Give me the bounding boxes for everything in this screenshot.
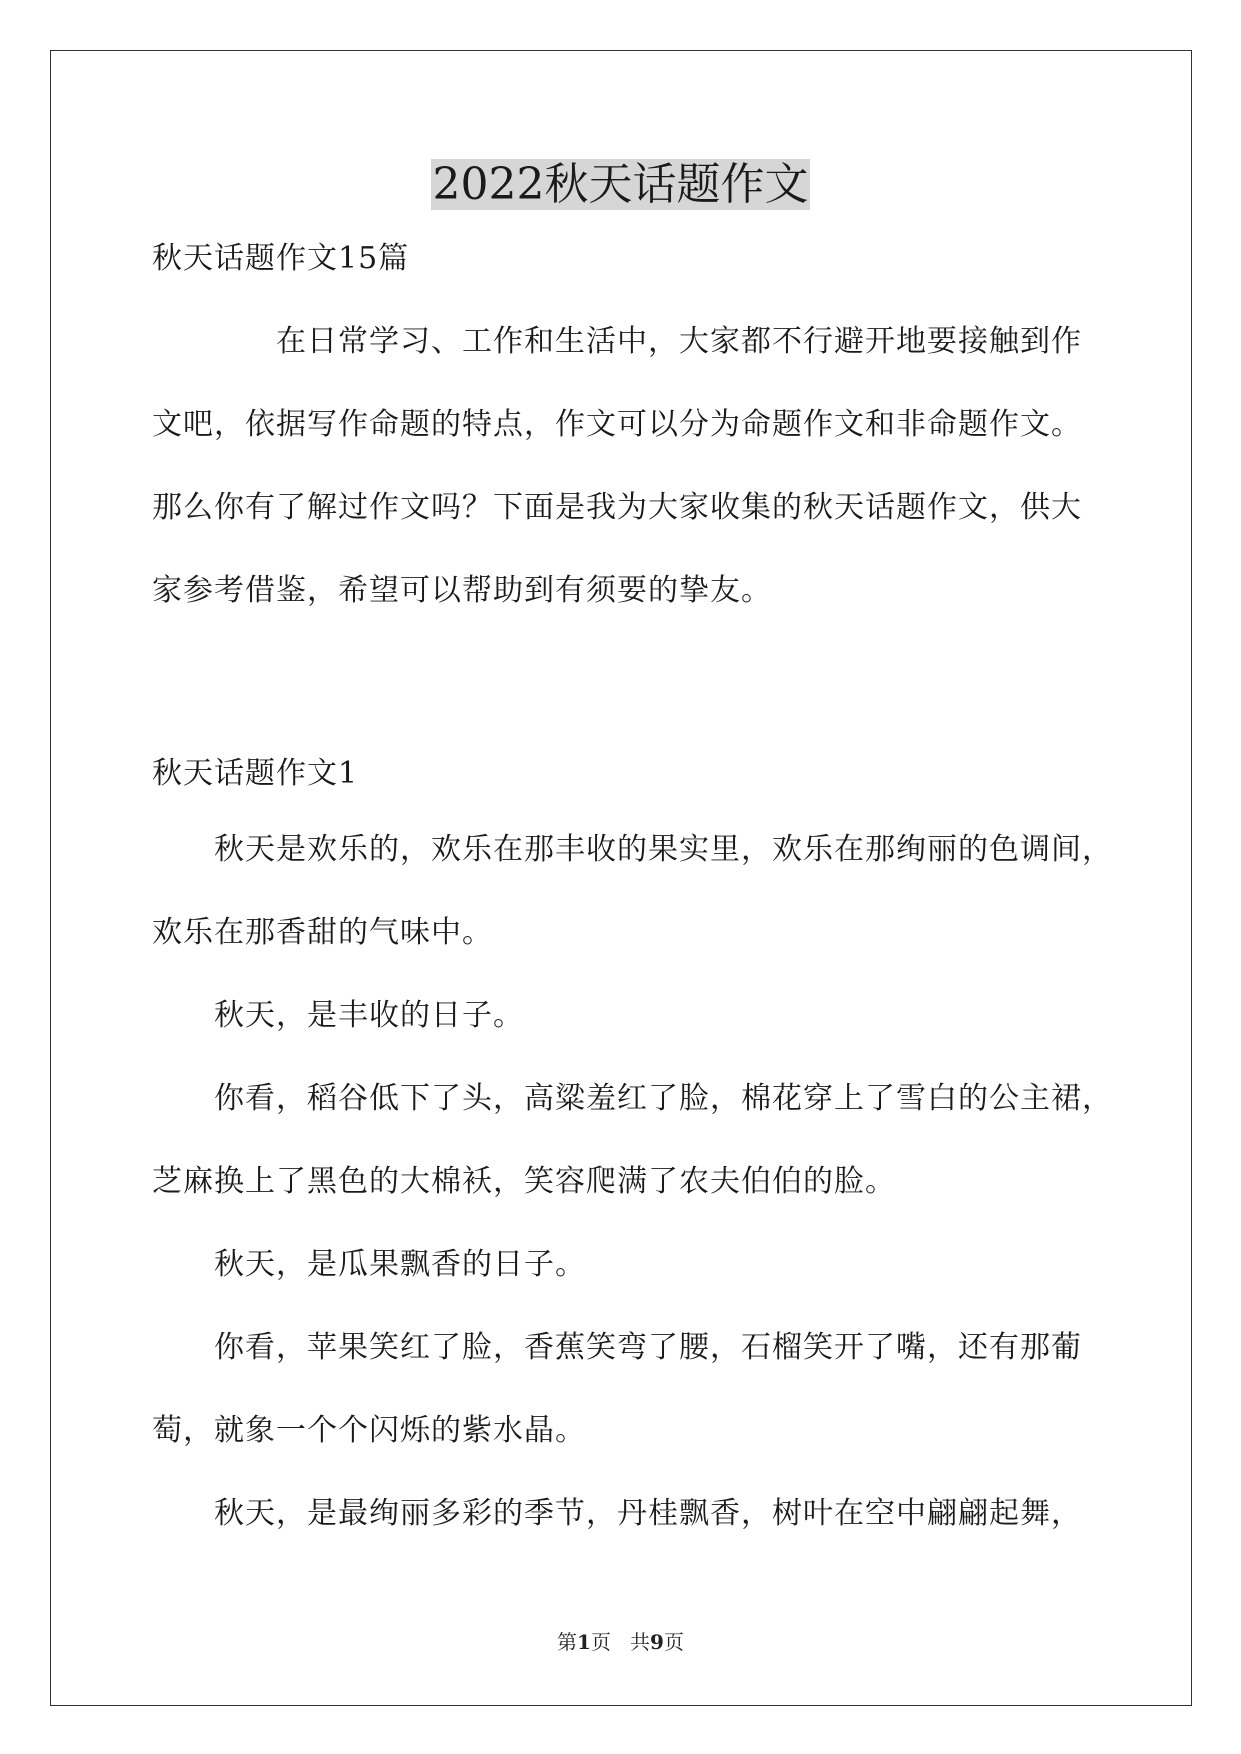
body-line: 萄，就象一个个闪烁的紫水晶。 [152,1413,586,1448]
body-line: 芝麻换上了黑色的大棉袄，笑容爬满了农夫伯伯的脸。 [152,1164,896,1199]
intro-line: 文吧，依据写作命题的特点，作文可以分为命题作文和非命题作文。 [152,407,1082,442]
document-title [0,155,1241,215]
page-footer [0,1628,1241,1656]
page-current: 1 [577,1630,591,1654]
body-line: 你看，稻谷低下了头，高粱羞红了脸，棉花穿上了雪白的公主裙， [214,1081,1113,1116]
body-line: 欢乐在那香甜的气味中。 [152,915,493,950]
body-line: 秋天，是丰收的日子。 [214,998,524,1033]
page-total: 9 [650,1630,664,1654]
body-line: 秋天是欢乐的，欢乐在那丰收的果实里，欢乐在那绚丽的色调间， [214,832,1113,867]
intro-line: 家参考借鉴，希望可以帮助到有须要的挚友。 [152,573,772,608]
section-heading: 秋天话题作文1 [152,756,359,791]
body-line: 秋天，是瓜果飘香的日子。 [214,1247,586,1282]
page-mid: 页 共 [590,1630,651,1654]
page-border [50,50,1192,1706]
page-prefix: 第 [557,1630,578,1654]
intro-line: 在日常学习、工作和生活中，大家都不行避开地要接触到作 [276,324,1082,359]
body-line: 你看，苹果笑红了脸，香蕉笑弯了腰，石榴笑开了嘴，还有那葡 [214,1330,1082,1365]
intro-line: 那么你有了解过作文吗？下面是我为大家收集的秋天话题作文，供大 [152,490,1082,525]
document-title-text: 2022秋天话题作文 [432,159,809,210]
body-line: 秋天，是最绚丽多彩的季节，丹桂飘香，树叶在空中翩翩起舞， [214,1496,1082,1531]
subtitle: 秋天话题作文15篇 [152,241,410,276]
page-suffix: 页 [663,1630,684,1654]
